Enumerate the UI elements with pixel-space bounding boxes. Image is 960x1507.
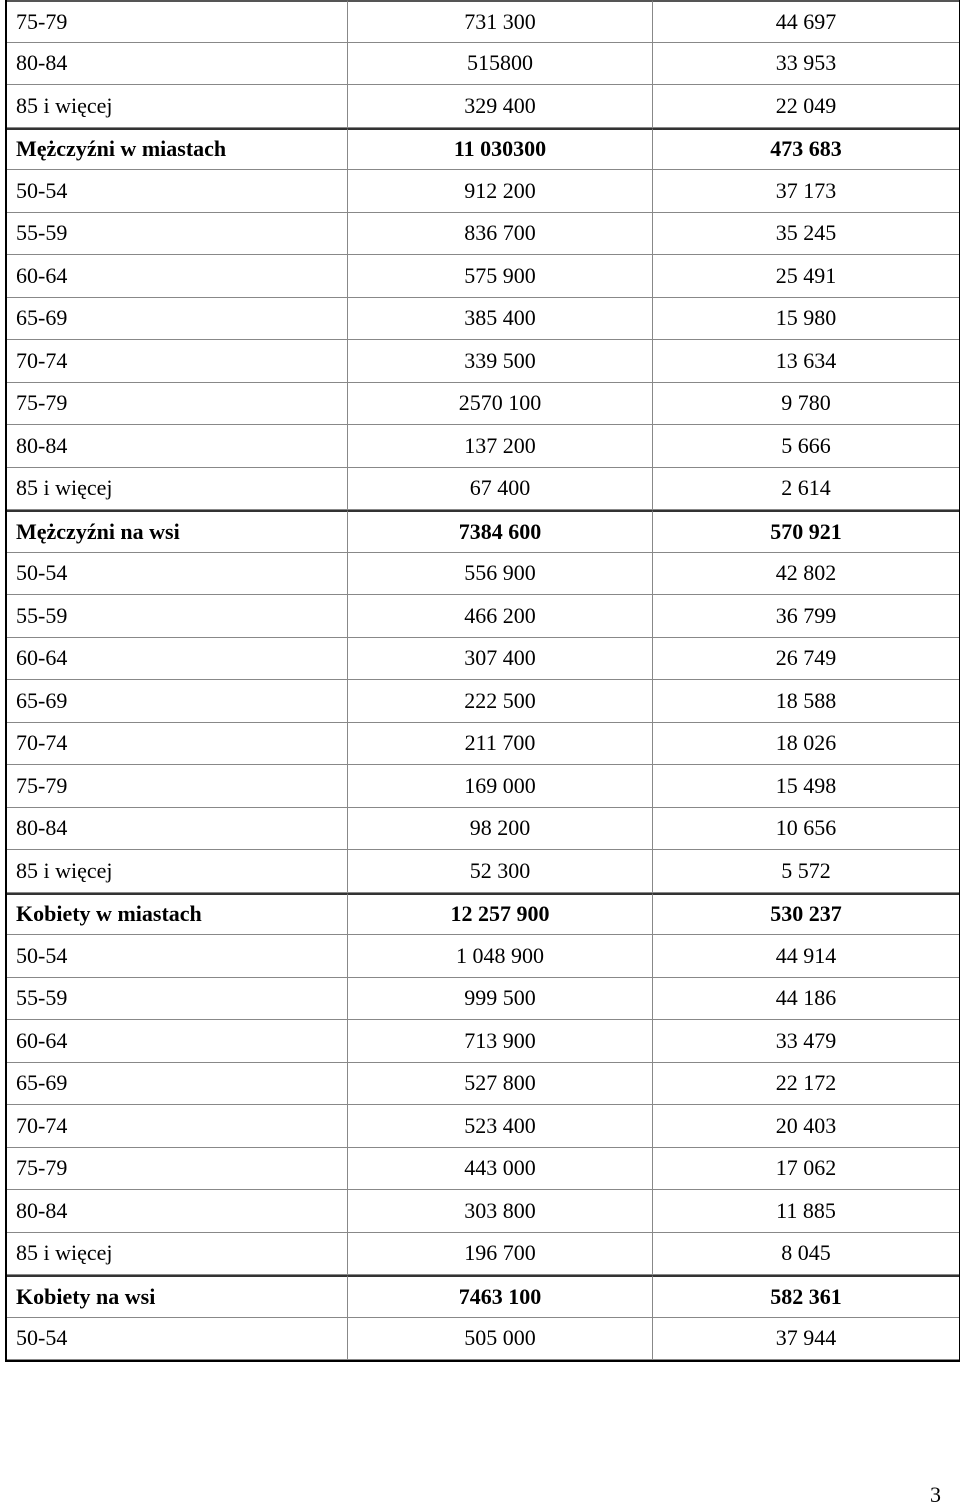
table-group-row (7, 128, 959, 171)
count-cell: 11 885 (653, 1190, 959, 1233)
table-row (7, 340, 959, 383)
table-row (7, 468, 959, 511)
population-cell: 222 500 (348, 680, 653, 723)
count-cell: 20 403 (653, 1105, 959, 1148)
population-cell: 523 400 (348, 1105, 653, 1148)
age-group-cell: 50-54 (7, 1318, 348, 1361)
count-cell: 15 498 (653, 765, 959, 808)
population-cell: 836 700 (348, 213, 653, 256)
population-cell: 515800 (348, 43, 653, 86)
table-group-row (7, 510, 959, 553)
population-cell: 575 900 (348, 255, 653, 298)
age-group-cell: 55-59 (7, 213, 348, 256)
age-group-cell: Kobiety w miastach (7, 893, 348, 936)
age-group-cell: 80-84 (7, 425, 348, 468)
table-row (7, 595, 959, 638)
count-cell: 8 045 (653, 1233, 959, 1276)
table-body (7, 0, 959, 1360)
count-cell: 33 479 (653, 1020, 959, 1063)
age-group-cell: 55-59 (7, 595, 348, 638)
table-row (7, 680, 959, 723)
count-cell: 26 749 (653, 638, 959, 681)
table-row (7, 808, 959, 851)
count-cell: 17 062 (653, 1148, 959, 1191)
age-group-cell: 85 i więcej (7, 850, 348, 893)
population-cell: 67 400 (348, 468, 653, 511)
population-cell: 2570 100 (348, 383, 653, 426)
table-row (7, 765, 959, 808)
count-cell: 18 026 (653, 723, 959, 766)
table-row (7, 638, 959, 681)
population-cell: 1 048 900 (348, 935, 653, 978)
age-group-cell: 50-54 (7, 170, 348, 213)
count-cell: 570 921 (653, 510, 959, 553)
population-cell: 527 800 (348, 1063, 653, 1106)
table-row (7, 1233, 959, 1276)
count-cell: 25 491 (653, 255, 959, 298)
table-row (7, 255, 959, 298)
count-cell: 530 237 (653, 893, 959, 936)
age-group-cell: 50-54 (7, 553, 348, 596)
age-group-cell: 85 i więcej (7, 1233, 348, 1276)
table-row (7, 298, 959, 341)
table-row (7, 1020, 959, 1063)
count-cell: 2 614 (653, 468, 959, 511)
population-cell: 339 500 (348, 340, 653, 383)
population-cell: 11 030300 (348, 128, 653, 171)
population-cell: 443 000 (348, 1148, 653, 1191)
table-row (7, 935, 959, 978)
age-group-cell: 80-84 (7, 1190, 348, 1233)
table-row (7, 1148, 959, 1191)
age-group-cell: 50-54 (7, 935, 348, 978)
age-group-cell: 75-79 (7, 1148, 348, 1191)
population-cell: 196 700 (348, 1233, 653, 1276)
population-table (5, 0, 960, 1362)
population-cell: 211 700 (348, 723, 653, 766)
table-group-row (7, 893, 959, 936)
table-row (7, 85, 959, 128)
population-cell: 7384 600 (348, 510, 653, 553)
count-cell: 44 697 (653, 0, 959, 43)
count-cell: 9 780 (653, 383, 959, 426)
table-row (7, 1190, 959, 1233)
age-group-cell: 60-64 (7, 1020, 348, 1063)
population-cell: 137 200 (348, 425, 653, 468)
population-cell: 12 257 900 (348, 893, 653, 936)
population-cell: 307 400 (348, 638, 653, 681)
population-cell: 52 300 (348, 850, 653, 893)
table-row (7, 43, 959, 86)
table-row (7, 170, 959, 213)
table-row (7, 1105, 959, 1148)
age-group-cell: 60-64 (7, 255, 348, 298)
age-group-cell: 60-64 (7, 638, 348, 681)
count-cell: 42 802 (653, 553, 959, 596)
population-cell: 466 200 (348, 595, 653, 638)
count-cell: 15 980 (653, 298, 959, 341)
age-group-cell: 85 i więcej (7, 85, 348, 128)
table-row (7, 383, 959, 426)
count-cell: 5 666 (653, 425, 959, 468)
age-group-cell: 75-79 (7, 0, 348, 43)
table-row (7, 0, 959, 43)
age-group-cell: 70-74 (7, 1105, 348, 1148)
count-cell: 37 944 (653, 1318, 959, 1361)
table-row (7, 553, 959, 596)
count-cell: 44 186 (653, 978, 959, 1021)
age-group-cell: 70-74 (7, 340, 348, 383)
page-number: 3 (930, 1482, 941, 1507)
age-group-cell: 70-74 (7, 723, 348, 766)
population-cell: 98 200 (348, 808, 653, 851)
count-cell: 33 953 (653, 43, 959, 86)
age-group-cell: 55-59 (7, 978, 348, 1021)
age-group-cell: 65-69 (7, 298, 348, 341)
count-cell: 582 361 (653, 1275, 959, 1318)
count-cell: 5 572 (653, 850, 959, 893)
age-group-cell: 75-79 (7, 383, 348, 426)
population-cell: 385 400 (348, 298, 653, 341)
count-cell: 37 173 (653, 170, 959, 213)
table-row (7, 850, 959, 893)
table-row (7, 425, 959, 468)
count-cell: 44 914 (653, 935, 959, 978)
population-cell: 912 200 (348, 170, 653, 213)
age-group-cell: 85 i więcej (7, 468, 348, 511)
age-group-cell: Kobiety na wsi (7, 1275, 348, 1318)
age-group-cell: Mężczyźni na wsi (7, 510, 348, 553)
count-cell: 18 588 (653, 680, 959, 723)
count-cell: 35 245 (653, 213, 959, 256)
table-row (7, 1318, 959, 1361)
table-row (7, 978, 959, 1021)
population-cell: 713 900 (348, 1020, 653, 1063)
table-row (7, 1063, 959, 1106)
table-group-row (7, 1275, 959, 1318)
table-row (7, 723, 959, 766)
age-group-cell: 80-84 (7, 808, 348, 851)
population-cell: 303 800 (348, 1190, 653, 1233)
population-cell: 999 500 (348, 978, 653, 1021)
count-cell: 10 656 (653, 808, 959, 851)
count-cell: 473 683 (653, 128, 959, 171)
count-cell: 13 634 (653, 340, 959, 383)
population-cell: 169 000 (348, 765, 653, 808)
population-cell: 505 000 (348, 1318, 653, 1361)
count-cell: 22 049 (653, 85, 959, 128)
count-cell: 22 172 (653, 1063, 959, 1106)
population-cell: 731 300 (348, 0, 653, 43)
age-group-cell: Mężczyźni w miastach (7, 128, 348, 171)
age-group-cell: 65-69 (7, 680, 348, 723)
age-group-cell: 75-79 (7, 765, 348, 808)
population-cell: 7463 100 (348, 1275, 653, 1318)
population-cell: 556 900 (348, 553, 653, 596)
age-group-cell: 65-69 (7, 1063, 348, 1106)
count-cell: 36 799 (653, 595, 959, 638)
population-cell: 329 400 (348, 85, 653, 128)
table-row (7, 213, 959, 256)
age-group-cell: 80-84 (7, 43, 348, 86)
